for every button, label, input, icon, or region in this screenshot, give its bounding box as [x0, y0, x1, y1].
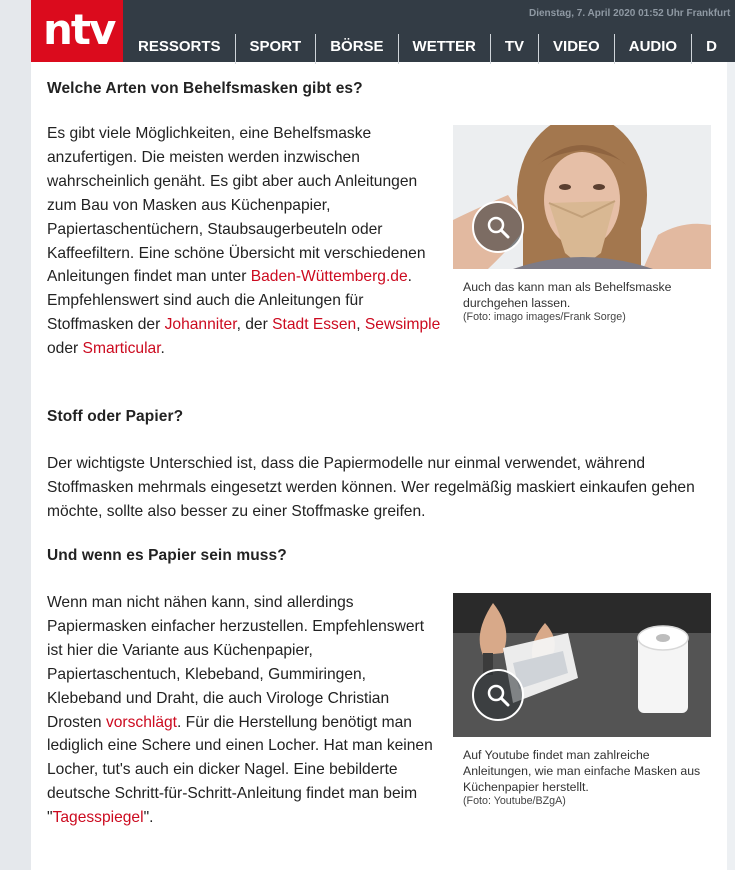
photo-credit: (Foto: imago images/Frank Sorge): [463, 311, 626, 323]
logo-text: ntv: [43, 5, 115, 54]
nav-item-tv[interactable]: TV: [491, 34, 539, 64]
nav-item-audio[interactable]: AUDIO: [615, 34, 692, 64]
link-johanniter[interactable]: Johanniter: [164, 316, 237, 334]
paragraph-papiermasken: Wenn man nicht nähen kann, sind allerdings Papiermasken einfacher herzustellen. Empfehlenswert ist hier die Variante aus Küchenpapier, Papiertaschentuch, Klebeband, Gummiringen, Klebeband und Draht, die auch Virologe Christian Drosten vorschlägt. Für die Herstellung benötigt man lediglich eine Schere und einen Locher. Hat man keinen Locher, tut's auch ein dicker Nagel. Eine bebilderte deutsche Schritt-für-Schritt-Anleitung findet man beim "Tagesspiegel".: [47, 594, 433, 827]
link-sewsimple[interactable]: Sewsimple: [364, 316, 441, 334]
magnifier-icon: [486, 215, 510, 239]
section-heading-stoff-papier: Stoff oder Papier?: [47, 408, 184, 425]
magnifier-icon: [486, 683, 510, 707]
photo-woman-paper-mask[interactable]: [453, 125, 711, 269]
nav-item-video[interactable]: VIDEO: [539, 34, 615, 64]
figure-woman-mask: [453, 125, 711, 324]
photo-caption: Auf Youtube findet man zahlreiche Anleitungen, wie man einfache Masken aus Küchenpapier herstellt.: [463, 748, 701, 794]
paragraph-stoff-papier: Der wichtigste Unterschied ist, dass die Papiermodelle nur einmal verwendet, während Stoffmasken mehrmals eingesetzt werden können. Wer regelmäßig maskiert einkaufen gehen möchte, sollte also besser zu einer Stoffmaske greifen.: [47, 455, 695, 520]
photo-caption: Auch das kann man als Behelfsmaske durchgehen lassen.: [463, 280, 672, 310]
nav-item-d[interactable]: D: [706, 38, 717, 55]
link-stadt-essen[interactable]: Stadt Essen: [272, 316, 357, 334]
link-vorschlaegt[interactable]: vorschlägt: [105, 713, 178, 731]
nav-item-sport[interactable]: SPORT: [236, 34, 317, 64]
nav-item-wetter[interactable]: WETTER: [399, 34, 491, 64]
photo-credit: (Foto: Youtube/BZgA): [463, 795, 566, 807]
link-baden-wuerttemberg[interactable]: Baden-Wüttemberg.de: [250, 268, 408, 286]
ntv-logo[interactable]: [31, 0, 123, 62]
dateline: Dienstag, 7. April 2020 01:52 Uhr Frankfurt: [529, 8, 731, 19]
site-header: [31, 0, 735, 62]
nav-item-ressorts[interactable]: RESSORTS: [123, 34, 236, 64]
paragraph-behelfsmasken: Es gibt viele Möglichkeiten, eine Behelfsmaske anzufertigen. Die meisten werden inzwischen wahrscheinlich genäht. Es gibt aber auch Anleitungen zum Bau von Masken aus Küchenpapier, Papiertaschentüchern, Staubsaugerbeuteln oder Kaffeefiltern. Eine schöne Übersicht mit verschiedenen Anleitungen findet man unter Baden-Wüttemberg.de. Empfehlenswert sind auch die Anleitungen für Stoffmasken der Johanniter, der Stadt Essen, Sewsimple oder Smarticular.: [47, 125, 441, 358]
zoom-button[interactable]: [472, 201, 524, 253]
section-heading-arten: Welche Arten von Behelfsmasken gibt es?: [47, 80, 363, 97]
photo-kitchen-paper-mask[interactable]: [453, 593, 711, 737]
right-rail: [727, 62, 735, 870]
link-smarticular[interactable]: Smarticular: [82, 340, 161, 358]
zoom-button[interactable]: [472, 669, 524, 721]
link-tagesspiegel[interactable]: Tagesspiegel: [52, 809, 144, 827]
nav-item-boerse[interactable]: BÖRSE: [316, 34, 398, 64]
section-heading-papier: Und wenn es Papier sein muss?: [47, 547, 287, 564]
main-navigation: [123, 30, 717, 62]
figure-kitchen-paper: [453, 593, 711, 808]
